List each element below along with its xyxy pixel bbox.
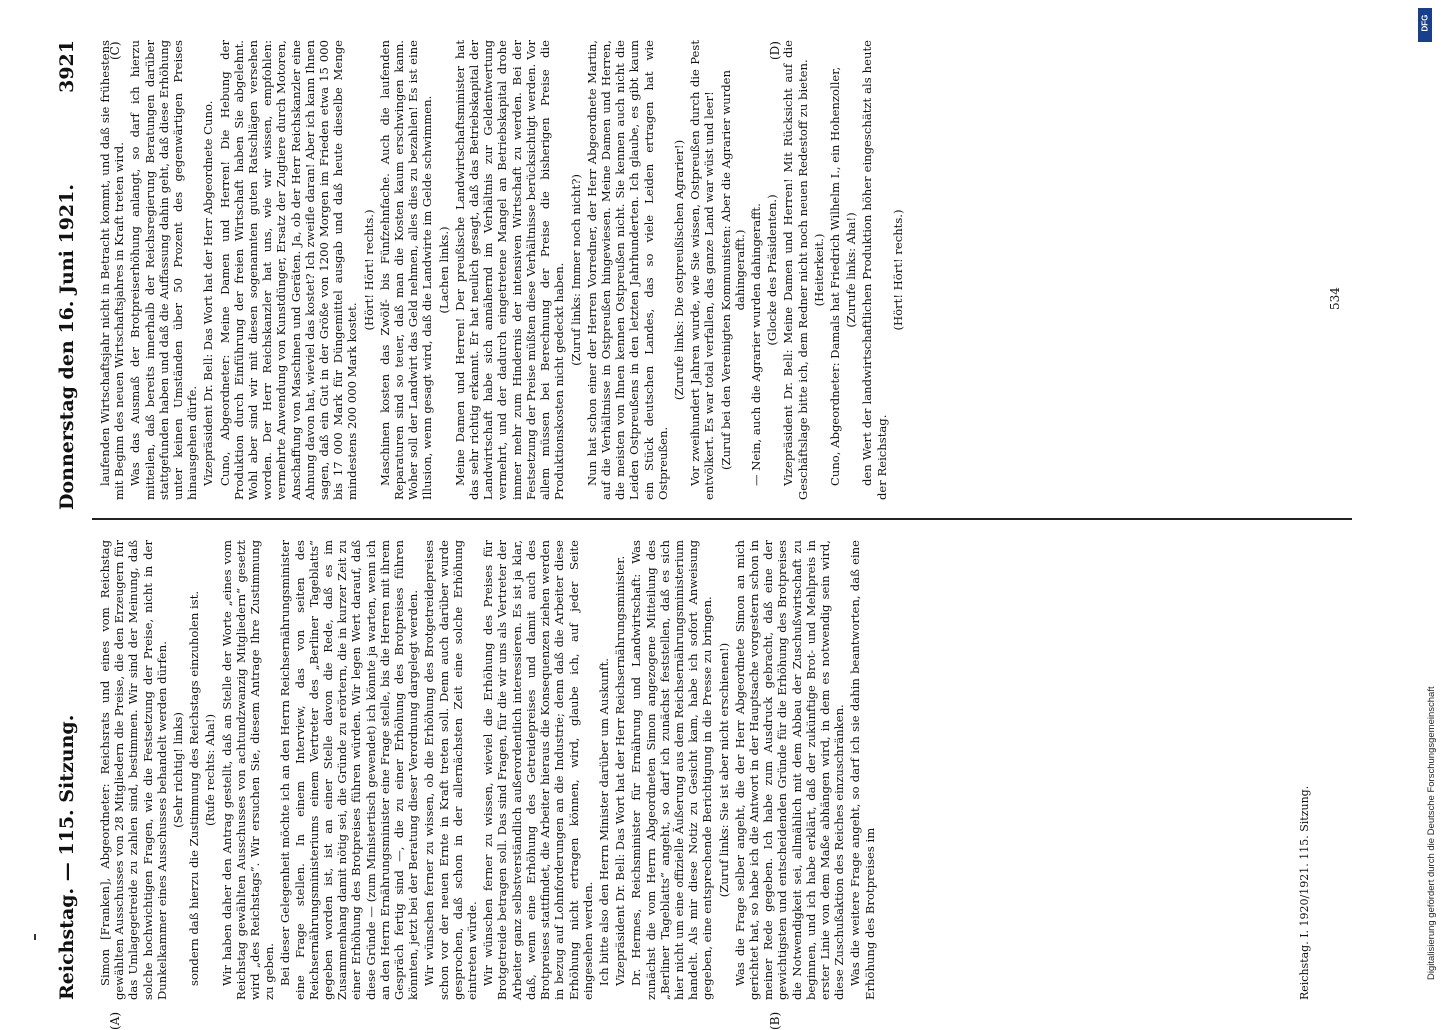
paragraph: Wir wünschen ferner zu wissen, ob die Erhöhung des Brotgetreidepreises schon vor der neuen Ernte in Kraft treten soll. Denn auch darüber wurde gesprochen, daß schon in der allernächsten Zeit eine solche Erhöhung eintreten würde. — [422, 540, 480, 1000]
margin-letter-d: (D) — [768, 41, 782, 60]
paragraph: laufenden Wirtschaftsjahr nicht in Betracht kommt, und daß sie frühestens mit Beginn des neuen Wirtschaftsjahres in Kraft treten wird. — [98, 40, 127, 500]
margin-letter-a: (A) — [108, 1011, 122, 1030]
paragraph: Maschinen kosten das Zwölf- bis Fünfzehnfache. Auch die laufenden Reparaturen sind so teuer, daß man die Kosten kaum erschwingen kann. Woher soll der Landwirt das Geld nehmen, alles dies zu bezahlen! Es ist eine Illusion, wenn gesagt wird, daß die Landwirte im Gelde schwimmen. — [377, 40, 435, 500]
paragraph: Wir wünschen ferner zu wissen, wieviel die Erhöhung des Preises für Brotgetreide betragen soll. Das sind Fragen, für die wir uns als Vertreter der Arbeiter ganz selbstverständlich außerordentlich interessieren. Es ist ja klar, daß, wenn eine Erhöhung des Getreidepreises und damit auch des Brotpreises stattfindet, die Arbeiter hieraus die Konsequenzen ziehen werden in bezug auf Lohnforderungen an die Industrie; denn daß die Arbeiter diese Erhöhung nicht ertragen können, wird, glaube ich, auf jeder Seite eingesehen werden. — [481, 540, 595, 1000]
paragraph: Nun hat schon einer der Herren Vorredner, der Herr Abgeordnete Martin, auf die Verhältnisse in Ostpreußen hingewiesen. Meine Damen und Herren, die meisten von Ihnen kennen Ostpreußen nicht. Sie kennen auch nicht die Leiden Ostpreußens in den letzten Jahrhunderten. Ich glaube, es gibt kaum ein Stück deutschen Landes, das so viele Leiden ertragen hat wie Ostpreußen. — [584, 40, 670, 500]
paragraph: Wir haben daher den Antrag gestellt, daß an Stelle der Worte „eines vom Reichstag gewählten Ausschusses von achtundzwanzig Mitgliedern“ gesetzt wird „des Reichstags“. Wir ersuchen Sie, diesem Antrage Ihre Zustimmung zu geben. — [219, 540, 277, 1000]
interjection: (Lachen links.) — [436, 226, 451, 314]
paragraph: Vor zweihundert Jahren wurde, wie Sie wissen, Ostpreußen durch die Pest entvölkert. Es war total verfallen, das ganze Land war wüst und leer! — [688, 40, 717, 500]
paragraph: Was die weitere Frage angeht, so darf ich sie dahin beantworten, daß eine Erhöhung des Brotpreises im — [848, 540, 877, 1000]
archive-page-number: 534 — [1328, 287, 1342, 310]
interjection: (Rufe rechts: Aha!) — [203, 713, 218, 827]
paragraph: Cuno, Abgeordneter: Damals hat Friedrich Wilhelm I., ein Hohenzoller, — [827, 66, 842, 486]
digitization-note-text: Digitalisierung gefördert durch die Deutsche Forschungsgemeinschaft — [1426, 686, 1437, 980]
column-left — [98, 540, 879, 1000]
paragraph: Was das Ausmaß der Brotpreiserhöhung anlangt, so darf ich hierzu mitteilen, daß bereits innerhalb der Reichsregierung Beratungen darüber stattgefunden haben und daß die Auffassung dahin geht, daß diese Erhöhung unter keinen Umständen über 50 Prozent des gegenwärtigen Preises hinausgehen dürfe. — [128, 40, 200, 500]
paragraph: Simon [Franken], Abgeordneter: Reichsrats und eines vom Reichstag gewählten Ausschusses von 28 Mitgliedern die Preise, die den Erzeugern für das Umlagegetreide zu zahlen sind, bestimmen. Wir sind der Meinung, daß solche hochwichtigen Fragen, wie die Festsetzung der Preise, nicht in der Dunkelkammer eines Ausschusses behandelt werden dürfen. — [98, 540, 169, 1000]
header-left: Reichstag. — 115. Sitzung. — [56, 714, 78, 1000]
interjection: (Hört! Hört! rechts.) — [890, 209, 905, 331]
header-center: Donnerstag den 16. Juni 1921. — [56, 184, 78, 510]
interjection: (Zurufe links: Aha!) — [844, 212, 859, 328]
margin-letter-c: (C) — [108, 41, 122, 60]
column-divider — [92, 518, 1352, 520]
interjection: (Zuruf links: Immer noch nicht?) — [568, 174, 583, 366]
interjection: (Zurufe links: Die ostpreußischen Agrarier!) — [671, 139, 686, 401]
interjection: (Heiterkeit.) — [811, 233, 826, 307]
interjection: (Zuruf bei den Vereinigten Kommunisten: Aber die Agrarier wurden dahingerafft.) — [718, 70, 747, 471]
paragraph: Dr. Hermes, Reichsminister für Ernährung und Landwirtschaft: Was zunächst die vom Herrn Abgeordneten Simon angezogene Mitteilung des „Berliner Tageblatts“ angeht, so darf ich zunächst feststellen, daß es sich hier nicht um eine offizielle Äußerung aus dem Reichsernährungsministerium handelt. Als mir diese Notiz zu Gesicht kam, habe ich sofort Anweisung gegeben, eine entsprechende Berichtigung in die Presse zu bringen. — [629, 540, 715, 1000]
column-right — [98, 40, 907, 500]
paragraph: Vizepräsident Dr. Bell: Meine Damen und Herren! Mit Rücksicht auf die Geschäftslage bitte ich, dem Redner nicht noch neuen Redestoff zu bieten. — [781, 40, 810, 500]
paragraph: Bei dieser Gelegenheit möchte ich an den Herrn Reichsernährungsminister eine Frage stellen. In einem Interview, das von seiten des Reichsernährungsministeriums einem Vertreter des „Berliner Tageblatts“ gegeben worden ist, ist an einer Stelle davon die Rede, daß es im Zusammenhang damit nötig sei, die Gründe zu erörtern, die in kurzer Zeit zu einer Erhöhung des Brotpreises führen würden. Wir legen Wert darauf, daß diese Gründe — (zum Ministertisch gewendet) ich könnte ja warten, wenn ich an den Herrn Ernährungsminister eine Frage stelle, bis die Herren mit ihrem Gespräch fertig sind —, die zu einer Erhöhung des Brotpreises führen könnten, jetzt bei der Beratung dieser Verordnung dargelegt werden. — [278, 540, 421, 1000]
paragraph: Ich bitte also den Herrn Minister darüber um Auskunft. — [596, 658, 611, 986]
interjection: (Sehr richtig! links) — [171, 712, 186, 828]
interjection: (Glocke des Präsidenten.) — [765, 194, 780, 346]
header-page-number: 3921 — [56, 40, 78, 93]
dfg-logo-text: DFG — [1420, 14, 1430, 32]
paragraph: — Nein, auch die Agrarier wurden dahingerafft. — [748, 203, 763, 486]
page-footer: Reichstag. I. 1920/1921. 115. Sitzung. — [1298, 785, 1311, 1000]
paragraph: Vizepräsident Dr. Bell: Das Wort hat der Herr Abgeordnete Cuno. — [201, 100, 216, 486]
paragraph: Vizepräsident Dr. Bell: Das Wort hat der Herr Reichsernährungsminister. — [613, 555, 628, 986]
paragraph: den Wert der landwirtschaftlichen Produktion höher eingeschätzt als heute der Reichstag. — [860, 40, 889, 500]
scan-mark — [34, 934, 36, 940]
page-header — [48, 40, 88, 1000]
paragraph: Meine Damen und Herren! Der preußische Landwirtschaftsminister hat das sehr richtig erkannt. Er hat neulich gesagt, daß das Betriebskapital der Landwirtschaft habe sich annähernd im Verhältnis zur Geldentwertung vermehrt, und der dadurch eingetretene Mangel an Betriebskapital drohe immer mehr zum Hindernis der intensiven Wirtschaft zu werden. Bei der Festsetzung der Preise müßten diese Verhältnisse berücksichtigt werden. Vor allem müssen bei Berechnung der Preise die bisherigen Preise die Produktionskosten nicht gedeckt haben. — [452, 40, 567, 500]
paragraph: Was die Frage selber angeht, die der Herr Abgeordnete Simon an mich gerichtet hat, so habe ich die Antwort in der Hauptsache vorgestern schon in meiner Rede gegeben. Ich habe zum Ausdruck gebracht, daß eine der gewichtigsten und entscheidenden Gründe für die Erhöhung des Brotpreises die Notwendigkeit sei, allmählich mit dem Abbau der Zuschußwirtschaft zu beginnen, und ich habe erklärt, daß der zukünftige Brot- und Mehlpreis in erster Linie von dem Maße abhängen wird, in dem es notwendig sein wird, diese Zuschußaktion des Reiches einzuschränken. — [732, 540, 847, 1000]
interjection: (Zuruf links: Sie ist aber nicht erschienen!) — [716, 642, 731, 898]
dfg-logo — [1418, 8, 1432, 42]
interjection: (Hört! Hört! rechts.) — [361, 209, 376, 331]
digitization-note — [1408, 14, 1437, 980]
paragraph: Cuno, Abgeordneter: Meine Damen und Herren! Die Hebung der Produktion durch Einführung der freien Wirtschaft haben Sie abgelehnt. Wohl aber sind wir mit diesen sogenannten guten Ratschlägen versehen worden. Der Herr Reichskanzler hat uns, wie wir wissen, empfohlen: vermehrte Anwendung von Kunstdünger, Ersatz der Zugtiere durch Motoren, Anschaffung von Maschinen und Geräten. Ja, ob der Herr Reichskanzler eine Ahnung davon hat, wieviel das kostet? Ich zweifle daran! Aber ich kann Ihnen sagen, daß ein Gut in der Größe von 1200 Morgen im Frieden etwa 15 000 bis 17 000 Mark für Düngemittel ausgab und daß heute dieselbe Menge mindestens 200 000 Mark kostet. — [217, 40, 360, 500]
rotated-newspaper-sheet — [48, 40, 1388, 1030]
margin-letter-b: (B) — [768, 1011, 782, 1030]
paragraph: sondern daß hierzu die Zustimmung des Reichstags einzuholen ist. — [187, 590, 202, 986]
